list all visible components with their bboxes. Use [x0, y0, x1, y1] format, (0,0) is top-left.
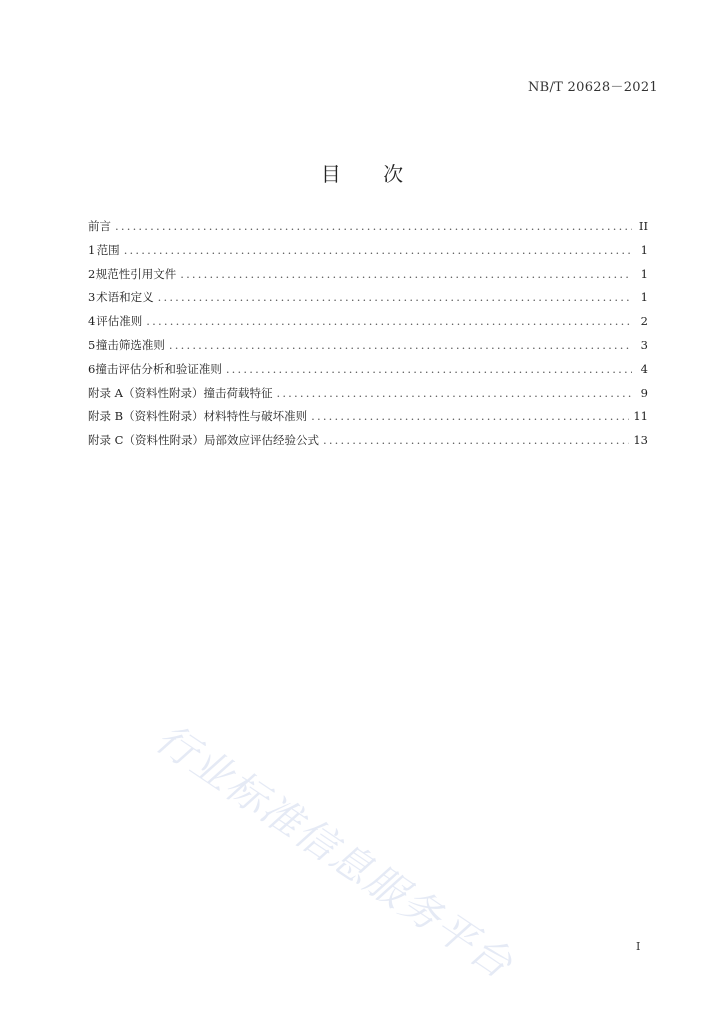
toc-entry-scope[interactable] — [88, 242, 648, 266]
toc-appendix-b[interactable] — [88, 408, 648, 432]
toc-leader-dots — [311, 409, 629, 423]
toc-leader-dots — [323, 433, 629, 447]
toc-entry-label: 撞击评估分析和验证准则 — [95, 361, 222, 376]
toc-entry-label: 材料特性与破坏准则 — [203, 409, 308, 424]
toc-entry-label: 撞击筛选准则 — [95, 337, 165, 352]
toc-entry-page: 1 — [640, 290, 648, 305]
toc-entry-label: 前言 — [88, 219, 111, 233]
toc-appendix-prefix: 附录 A（资料性附录） — [88, 385, 204, 400]
toc-leader-dots — [226, 362, 632, 376]
toc-leader-dots — [276, 386, 632, 400]
toc-entry-label: 评估准则 — [96, 314, 143, 329]
toc-leader-dots — [115, 219, 632, 233]
toc-entry-impact-analysis[interactable] — [88, 361, 648, 385]
toc-entry-label: 撞击荷载特征 — [203, 385, 273, 400]
toc-entry-terms-definitions[interactable] — [88, 289, 648, 313]
toc-entry-number: 2 — [88, 266, 96, 281]
page-title: 目 次 — [320, 162, 422, 186]
toc-entry-impact-screening[interactable] — [88, 337, 648, 361]
toc-entry-number: 5 — [88, 337, 96, 352]
table-of-contents — [88, 218, 648, 456]
toc-entry-page: 4 — [640, 361, 648, 376]
toc-entry-normative-references[interactable] — [88, 266, 648, 290]
toc-entry-number: 3 — [88, 290, 96, 305]
toc-entry-foreword[interactable] — [88, 218, 648, 242]
toc-leader-dots — [169, 338, 632, 352]
toc-leader-dots — [158, 290, 632, 304]
toc-entry-label: 局部效应评估经验公式 — [203, 433, 319, 448]
toc-entry-assessment-criteria[interactable] — [88, 313, 648, 337]
toc-entry-page: 1 — [640, 266, 648, 281]
toc-appendix-c[interactable] — [88, 432, 648, 456]
toc-entry-page: 3 — [640, 337, 648, 352]
toc-entry-label: 术语和定义 — [96, 290, 154, 305]
toc-entry-page: 2 — [640, 314, 648, 329]
toc-entry-page: 11 — [633, 409, 648, 424]
toc-entry-number: 6 — [88, 361, 96, 376]
toc-leader-dots — [180, 267, 632, 281]
watermark-text: 行业标准信息服务平台 — [147, 715, 522, 989]
toc-appendix-prefix: 附录 B（资料性附录） — [88, 409, 204, 424]
page-number: I — [636, 940, 641, 953]
toc-leader-dots — [124, 243, 632, 257]
toc-entry-page: 13 — [633, 433, 648, 448]
toc-entry-number: 4 — [88, 314, 96, 329]
toc-leader-dots — [146, 314, 632, 328]
toc-appendix-prefix: 附录 C（资料性附录） — [88, 433, 204, 448]
toc-entry-page: 1 — [640, 242, 648, 257]
toc-entry-number: 1 — [88, 242, 96, 257]
toc-appendix-a[interactable] — [88, 385, 648, 409]
toc-entry-label: 规范性引用文件 — [95, 266, 177, 281]
toc-entry-label: 范围 — [96, 242, 120, 257]
toc-entry-page: 9 — [640, 385, 648, 400]
standard-code: NB/T 20628－2021 — [527, 80, 658, 95]
toc-entry-page: II — [638, 219, 648, 233]
